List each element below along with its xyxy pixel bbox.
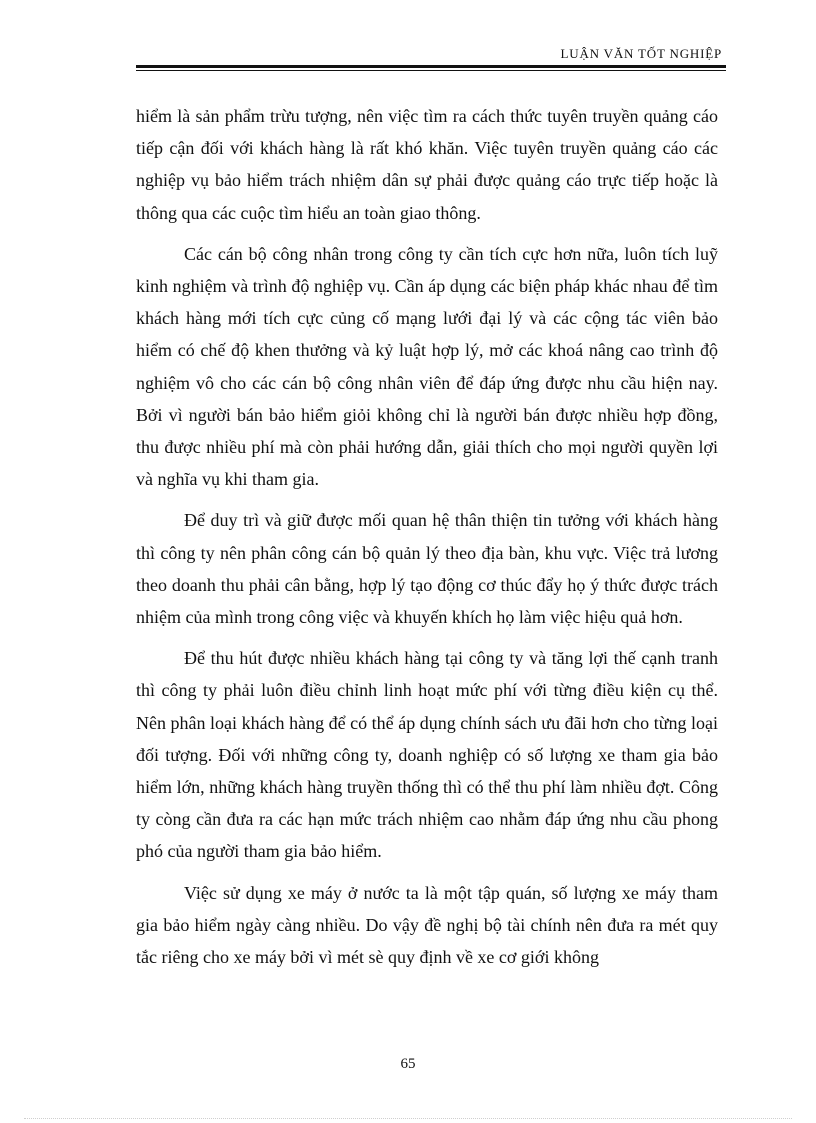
body-text: [136, 100, 718, 982]
page-bottom-divider: [24, 1118, 792, 1119]
paragraph-1: hiểm là sản phẩm trừu tượng, nên việc tìm ra cách thức tuyên truyền quảng cáo tiếp cận đối với khách hàng là rất khó khăn. Việc tuyên truyền quảng cáo các nghiệp vụ bảo hiểm trách nhiệm dân sự phải được quảng cáo trực tiếp hoặc là thông qua các cuộc tìm hiểu an toàn giao thông.: [136, 106, 718, 223]
paragraph-5: Việc sử dụng xe máy ở nước ta là một tập quán, số lượng xe máy tham gia bảo hiểm ngày càng nhiều. Do vậy đề nghị bộ tài chính nên đưa ra mét quy tắc riêng cho xe máy bởi vì mét sè quy định về xe cơ giới không: [136, 882, 718, 968]
paragraph-4: Để thu hút được nhiều khách hàng tại công ty và tăng lợi thế cạnh tranh thì công ty phải luôn điều chỉnh linh hoạt mức phí với từng điều kiện cụ thể. Nên phân loại khách hàng để có thể áp dụng chính sách ưu đãi hơn cho từng loại đối tượng. Đối với những công ty, doanh nghiệp có số lượng xe tham gia bảo hiểm lớn, những khách hàng truyền thống thì có thể thu phí làm nhiều đợt. Công ty còng cần đưa ra các hạn mức trách nhiệm cao nhằm đáp ứng nhu cầu phong phó của người tham gia bảo hiểm.: [136, 648, 718, 862]
paragraph-3: Để duy trì và giữ được mối quan hệ thân thiện tin tưởng với khách hàng thì công ty nên phân công cán bộ quản lý theo địa bàn, khu vực. Việc trả lương theo doanh thu phải cân bằng, hợp lý tạo động cơ thúc đẩy họ ý thức được trách nhiệm của mình trong công việc và khuyến khích họ làm việc hiệu quả hơn.: [136, 510, 718, 628]
header-title: LUẬN VĂN TỐT NGHIỆP: [560, 46, 722, 61]
header-rule-thin: [136, 70, 726, 71]
page-number: 65: [400, 1056, 416, 1072]
page-header: [136, 46, 726, 71]
paragraph-2: Các cán bộ công nhân trong công ty cần tích cực hơn nữa, luôn tích luỹ kinh nghiệm và trình độ nghiệp vụ. Cần áp dụng các biện pháp khác nhau để tìm khách hàng mới tích cực củng cố mạng lưới đại lý và các cộng tác viên bảo hiểm có chế độ khen thưởng và kỷ luật hợp lý, mở các khoá nâng cao trình độ nghiệm vô cho các cán bộ công nhân viên để đáp ứng được nhu cầu hiện nay. Bởi vì người bán bảo hiểm giỏi không chỉ là người bán được nhiều hợp đồng, thu được nhiều phí mà còn phải hướng dẫn, giải thích cho mọi người quyền lợi và nghĩa vụ khi tham gia.: [136, 243, 718, 490]
header-rule-thick: [136, 65, 726, 68]
